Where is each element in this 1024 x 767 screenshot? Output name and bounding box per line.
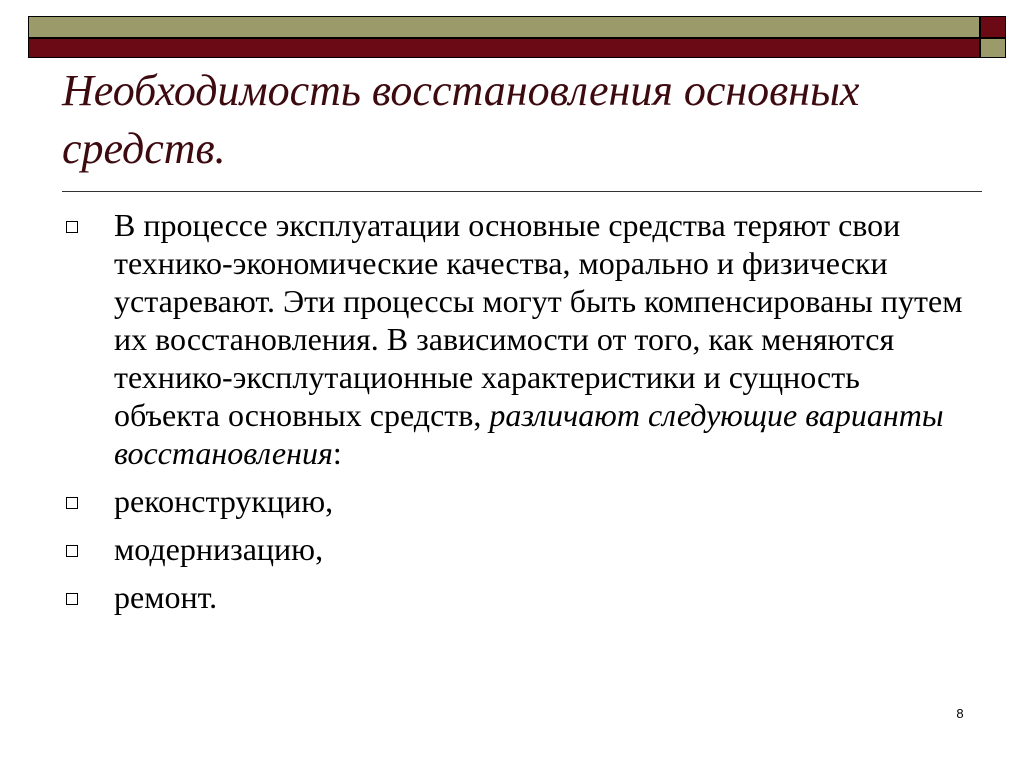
header-square-olive: [980, 38, 1006, 58]
bullet-item: [64, 206, 964, 472]
bullet-list: [64, 206, 964, 626]
bullet-text-tail: :: [332, 435, 342, 471]
bullet-item: [64, 530, 964, 568]
bullet-item: [64, 578, 964, 616]
hollow-square-icon: [66, 545, 78, 557]
header-square-maroon: [980, 16, 1006, 38]
slide-title: Необходимость восстановления основных средств.: [62, 66, 860, 173]
bullet-text: модернизацию,: [114, 531, 324, 567]
bullet-text: ремонт.: [114, 579, 218, 615]
page-number: 8: [956, 706, 964, 721]
hollow-square-icon: [66, 221, 78, 233]
bullet-text: реконструкцию,: [114, 483, 334, 519]
title-divider: [62, 191, 982, 192]
bullet-text-italic: различают следующие варианты восстановления: [114, 397, 944, 471]
header-bar-maroon: [28, 38, 980, 58]
hollow-square-icon: [66, 497, 78, 509]
bullet-text: В процессе эксплуатации основные средства теряют свои технико-экономические качества, морально и физически устаревают. Эти процессы могут быть компенсированы путем их восстановления. В зависимости от того, как меняются технико-эксплутационные характеристики и сущность объекта основных средств,: [114, 207, 963, 433]
bullet-item: [64, 482, 964, 520]
hollow-square-icon: [66, 593, 78, 605]
header-bar-olive: [28, 16, 980, 38]
